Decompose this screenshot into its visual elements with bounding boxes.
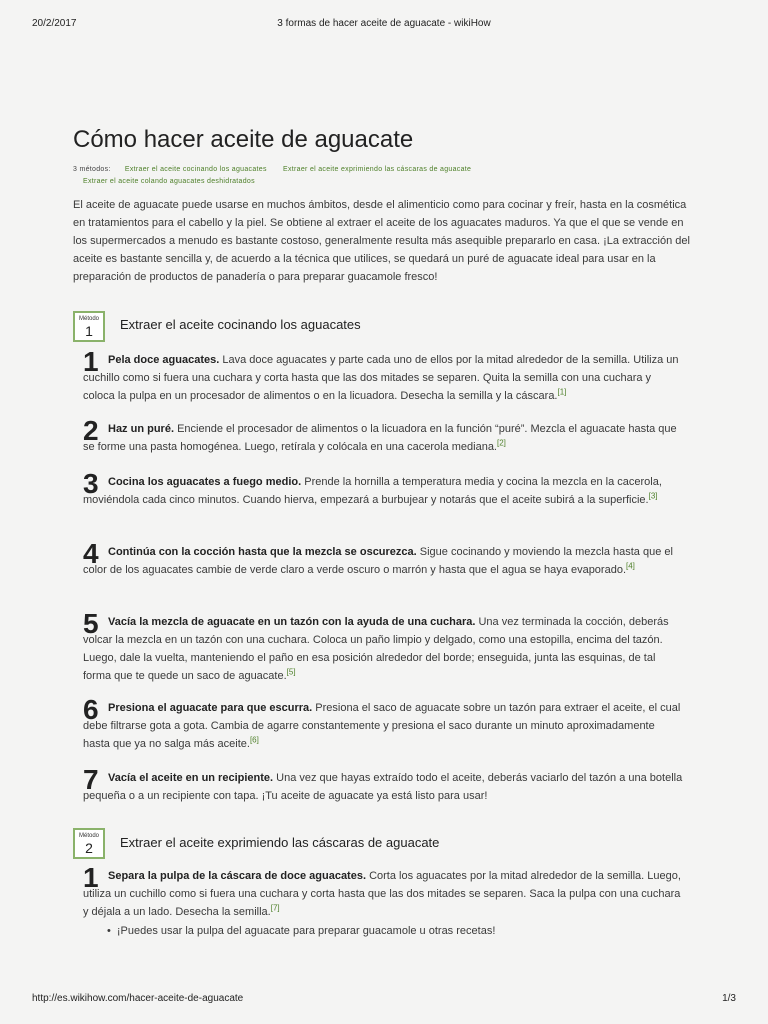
article-title: Cómo hacer aceite de aguacate <box>73 126 414 153</box>
reference-link[interactable]: [7] <box>270 903 280 913</box>
method1-step-4 <box>83 538 683 579</box>
methods-nav <box>73 164 695 188</box>
step-heading: Pela doce aguacates. <box>108 354 220 366</box>
method1-step-1 <box>83 346 683 405</box>
step-number: 2 <box>83 415 99 446</box>
method1-step-7 <box>83 764 683 805</box>
method-title-2: Extraer el aceite exprimiendo las cáscaras de aguacate <box>120 835 440 850</box>
print-footer <box>32 993 736 1007</box>
step-body: Sigue cocinando y moviendo la mezcla hasta que el color de los aguacates cambie de verde claro a verde oscuro o marrón y hasta que el agua se haya evaporado. <box>83 546 673 576</box>
intro-paragraph: El aceite de aguacate puede usarse en muchos ámbitos, desde el alimenticio como para cocinar y freír, hasta en la cosmética en tratamientos para el cabello y la piel. Se obtiene al extraer el aceite de los aguacates maduros. Ya que el que se vende en los supermercados a menudo es bastante costoso, generalmente resulta más asequible prepararlo en casa. ¡La extracción del aceite es bastante sencilla y, de acuerdo a la técnica que utilices, se quedará un puré de aguacate ideal para usar en la preparación de productos de panadería o para preparar guacamole fresco! <box>73 199 690 283</box>
step-heading: Haz un puré. <box>108 423 175 435</box>
step-body: Presiona el saco de aguacate sobre un tazón para extraer el aceite, el cual debe filtrarse gota a gota. Cambia de agarre constantemente y presiona el saco durante un minuto aproximadamente hasta que ya no salga más aceite. <box>83 702 681 750</box>
step-heading: Vacía el aceite en un recipiente. <box>108 772 274 784</box>
step-heading: Separa la pulpa de la cáscara de doce aguacates. <box>108 870 367 882</box>
method-badge-1 <box>73 311 105 342</box>
step-heading: Vacía la mezcla de aguacate en un tazón con la ayuda de una cuchara. <box>108 616 476 628</box>
print-date: 20/2/2017 <box>32 18 77 29</box>
step-body: Lava doce aguacates y parte cada uno de ellos por la mitad alrededor de la semilla. Utiliza un cuchillo como si fuera una cuchara y corta hasta que las dos mitades se separen. Quita la semilla con una cuchara y coloca la pulpa en un procesador de alimentos o en la licuadora. Desecha la semilla y la cáscara. <box>83 354 679 402</box>
step-body: Enciende el procesador de alimentos o la licuadora en la función “puré”. Mezcla el aguacate hasta que se forme una pasta homogénea. Luego, retírala y colócala en una cacerola mediana. <box>83 423 677 453</box>
method-link-2[interactable]: Extraer el aceite exprimiendo las cáscaras de aguacate <box>283 166 472 173</box>
method-link-3[interactable]: Extraer el aceite colando aguacates deshidratados <box>83 178 255 185</box>
step-number: 7 <box>83 764 99 795</box>
bullet-dot-icon: • <box>107 925 111 937</box>
step-number: 4 <box>83 538 99 569</box>
reference-link[interactable]: [2] <box>497 438 506 448</box>
reference-link[interactable]: [6] <box>249 735 259 745</box>
step-number: 3 <box>83 468 99 499</box>
step-heading: Presiona el aguacate para que escurra. <box>108 702 313 714</box>
print-page-title: 3 formas de hacer aceite de aguacate - wikiHow <box>277 18 491 29</box>
print-page-number: 1/3 <box>722 993 736 1004</box>
reference-link[interactable]: [3] <box>648 491 658 501</box>
method2-step-1 <box>83 862 683 921</box>
reference-link[interactable]: [5] <box>286 667 296 677</box>
print-url: http://es.wikihow.com/hacer-aceite-de-aguacate <box>32 993 244 1004</box>
step-number: 6 <box>83 694 99 725</box>
method-badge-label: Método <box>78 833 99 839</box>
step-body: Una vez que hayas extraído todo el aceite, deberás vaciarlo del tazón a una botella pequeña o a un recipiente con tapa. ¡Tu aceite de aguacate ya está listo para usar! <box>83 772 683 802</box>
method1-step-6 <box>83 694 683 753</box>
method-badge-label: Método <box>78 316 99 322</box>
step-number: 1 <box>83 862 99 893</box>
method-link-1[interactable]: Extraer el aceite cocinando los aguacates <box>124 166 267 173</box>
print-header <box>32 18 736 32</box>
reference-link[interactable]: [1] <box>557 387 567 397</box>
step-number: 5 <box>83 608 99 639</box>
step-body: Una vez terminada la cocción, deberás volcar la mezcla en un tazón con una cuchara. Coloca un paño limpio y delgado, como una estopilla, encima del tazón. Luego, dale la vuelta, manteniendo el paño en esa posición alrededor del borde; enseguida, junta las esquinas, de tal forma que te quede un saco de aguacate. <box>83 616 669 682</box>
method-badge-2 <box>73 828 105 859</box>
step-heading: Continúa con la cocción hasta que la mezcla se oscurezca. <box>108 546 417 558</box>
method1-step-3 <box>83 468 683 509</box>
step-number: 1 <box>83 346 99 377</box>
method-badge-number: 1 <box>85 323 93 339</box>
reference-link[interactable]: [4] <box>626 561 635 571</box>
tip-bullet <box>107 922 495 940</box>
step-body: Corta los aguacates por la mitad alrededor de la semilla. Luego, utiliza un cuchillo como si fuera una cuchara y corta hasta que las dos mitades se separen. Saca la pulpa con una cuchara y déjala a un lado. Desecha la semilla. <box>83 870 681 918</box>
method-badge-number: 2 <box>85 840 93 856</box>
method-title-1: Extraer el aceite cocinando los aguacates <box>120 317 361 332</box>
step-heading: Cocina los aguacates a fuego medio. <box>108 476 302 488</box>
method1-step-5 <box>83 608 683 685</box>
step-body: Prende la hornilla a temperatura media y cocina la mezcla en la cacerola, moviéndola cada cinco minutos. Cuando hierva, empezará a burbujear y notarás que el aceite subirá a la superficie. <box>83 476 662 506</box>
methods-label: 3 métodos: <box>73 166 111 173</box>
tip-text: ¡Puedes usar la pulpa del aguacate para preparar guacamole u otras recetas! <box>116 925 496 937</box>
method1-step-2 <box>83 415 683 456</box>
